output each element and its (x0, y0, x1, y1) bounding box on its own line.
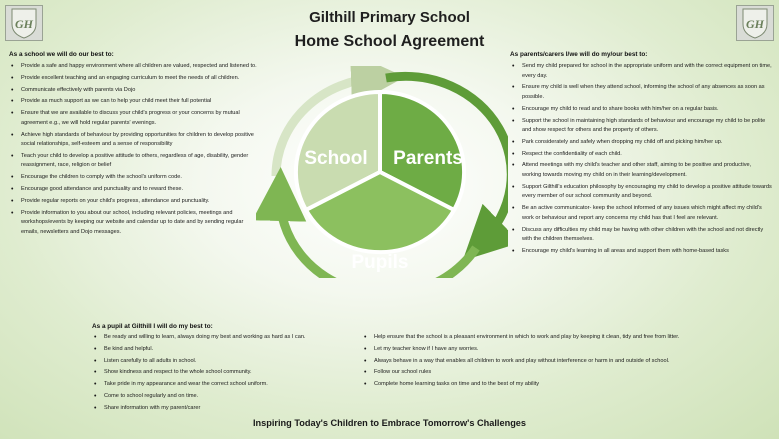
parents-segment-label: Parents (393, 148, 463, 169)
list-item: • Teach your child to develop a positive attitude to others, regardless of age, disability, gender reassignment, race, religion or belief (9, 152, 261, 171)
list-item: • Let my teacher know if I have any worries. (362, 345, 727, 355)
list-item: • Provide as much support as we can to help your child meet their full potential (9, 97, 261, 107)
school-segment-label: School (304, 148, 368, 169)
svg-text:GH: GH (746, 17, 764, 31)
list-item: • Listen carefully to all adults in school. (92, 357, 354, 367)
list-item: • Encourage the children to comply with the school's uniform code. (9, 173, 261, 183)
pupil-commitments-list-left (92, 333, 354, 415)
list-item: • Always behave in a way that enables all children to work and play without interference or harm in and outside of school. (362, 357, 727, 367)
list-item: • Provide regular reports on your child's progress, attendance and punctuality. (9, 197, 261, 207)
pupil-section-heading: As a pupil at Gilthill I will do my best to: (92, 323, 213, 330)
list-item: • Ensure that we are available to discuss your child's progress or your concerns by mutual agreement e.g., we will hold regular parents' evenings. (9, 109, 261, 128)
page-title: Gilthill Primary School (309, 9, 470, 26)
footer-tagline: Inspiring Today's Children to Embrace Tomorrow's Challenges (252, 418, 527, 428)
page-subtitle: Home School Agreement (294, 33, 485, 50)
list-item: • Provide a safe and happy environment where all children are valued, respected and listened to. (9, 62, 261, 72)
list-item: • Be an active communicator- keep the school informed of any issues which might affect my child's work or behaviour and report any concerns my child has that I feel are relevant. (510, 204, 772, 223)
list-item: • Respect the confidentiality of each child. (510, 150, 772, 160)
list-item: • Support the school in maintaining high standards of behaviour and encourage my child to be polite and show respect for others and the property of others. (510, 117, 772, 136)
pupil-commitments-list-right (362, 333, 727, 392)
list-item: • Take pride in my appearance and wear the correct school uniform. (92, 380, 354, 390)
list-item: • Complete home learning tasks on time and to the best of my ability (362, 380, 727, 390)
list-item: • Help ensure that the school is a pleasant environment in which to work and play by keeping it clean, tidy and free from litter. (362, 333, 727, 343)
agreement-cycle-diagram (256, 66, 508, 278)
list-item: • Show kindness and respect to the whole school community. (92, 368, 354, 378)
list-item: • Encourage my child to read and to share books with him/her on a regular basis. (510, 105, 772, 115)
list-item: • Be ready and willing to learn, always doing my best and working as hard as I can. (92, 333, 354, 343)
list-item: • Send my child prepared for school in the appropriate uniform and with the correct equipment on time, every day. (510, 62, 772, 81)
pupils-segment-label: Pupils (351, 252, 409, 273)
parents-section-heading: As parents/carers I/we will do my/our best to: (510, 51, 648, 58)
list-item: • Come to school regularly and on time. (92, 392, 354, 402)
list-item: • Support Gilthill's education philosophy by encouraging my child to develop a positive attitude towards every member of our school community and beyond. (510, 183, 772, 202)
list-item: • Discuss any difficulties my child may be having with other children with the school and not directly with the children themselves. (510, 226, 772, 245)
list-item: • Ensure my child is well when they attend school, informing the school of any absences as soon as possible. (510, 83, 772, 102)
list-item: • Share information with my parent/carer (92, 404, 354, 414)
list-item: • Provide excellent teaching and an engaging curriculum to meet the needs of all children. (9, 74, 261, 84)
list-item: • Follow our school rules (362, 368, 727, 378)
list-item: • Attend meetings with my child's teacher and other staff, aiming to be positive and productive, working towards moving my child on in their learning/development. (510, 161, 772, 180)
list-item: • Be kind and helpful. (92, 345, 354, 355)
list-item: • Provide information to you about our school, including relevant policies, meetings and workshops/events by keeping our website and calendar up to date and by sending regular emails, newsletters and Dojo messages. (9, 209, 261, 238)
parents-commitments-list (510, 62, 772, 259)
list-item: • Encourage good attendance and punctuality and to reward these. (9, 185, 261, 195)
school-section-heading: As a school we will do our best to: (9, 51, 114, 58)
list-item: • Achieve high standards of behaviour by providing opportunities for children to develop positive social relationships, self-esteem and a sense of responsibility (9, 131, 261, 150)
school-commitments-list (9, 62, 261, 240)
list-item: • Encourage my child's learning in all areas and support them with home-based tasks (510, 247, 772, 257)
svg-text:GH: GH (15, 17, 33, 31)
list-item: • Park considerately and safely when dropping my child off and picking him/her up. (510, 138, 772, 148)
list-item: • Communicate effectively with parents via Dojo (9, 86, 261, 96)
